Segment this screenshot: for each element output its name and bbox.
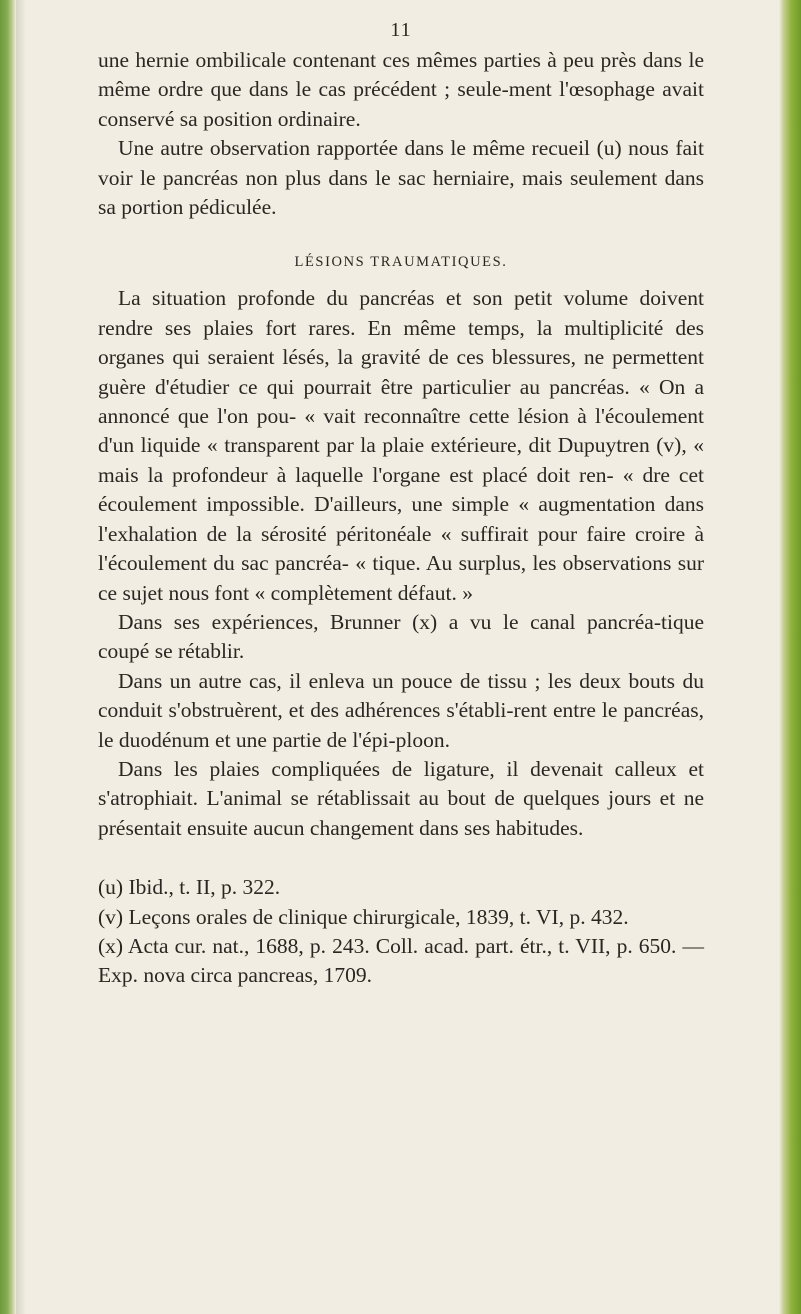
paragraph-situation-profonde: La situation profonde du pancréas et son petit volume doivent rendre ses plaies fort rares. En même temps, la multiplicité des organes qui seraient lésés, la gravité de ces blessures, ne permettent guère d'étudier ce qui pourrait être particulier au pancréas. « On a annoncé que l'on pou- « vait reconnaître cette lésion à l'écoulement d'un liquide « transparent par la plaie extérieure, dit Dupuytren (v), « mais la profondeur à laquelle l'organe est placé doit ren- « dre cet écoulement impossible. D'ailleurs, une simple « augmentation dans l'exhalation de la sérosité péritonéale « suffirait pour faire croire à l'écoulement du sac pancréa- « tique. Au surplus, les observations sur ce sujet nous font « complètement défaut. » xyxy=(98,286,704,605)
paragraph-autre-observation: Une autre observation rapportée dans le même recueil (u) nous fait voir le pancréas non plus dans le sac herniaire, mais seulement dans sa portion pédiculée. xyxy=(98,136,704,220)
section-title: LÉSIONS TRAUMATIQUES. xyxy=(294,254,508,271)
footnote-v: (v) Leçons orales de clinique chirurgicale, 1839, t. VI, p. 432. xyxy=(98,904,629,929)
page-binding-right-edge xyxy=(779,0,801,1314)
footnotes xyxy=(98,873,704,991)
footnote-x: (x) Acta cur. nat., 1688, p. 243. Coll. acad. part. étr., t. VII, p. 650. — Exp. nova circa pancreas, 1709. xyxy=(98,933,704,988)
paragraph-hernie-continuation: une hernie ombilicale contenant ces mêmes parties à peu près dans le même ordre que dans le cas précédent ; seule-ment l'œsophage avait conservé sa position ordinaire. xyxy=(98,48,704,131)
paragraph-brunner-experiences: Dans ses expériences, Brunner (x) a vu le canal pancréa-tique coupé se rétablir. xyxy=(98,609,704,664)
book-page xyxy=(98,18,704,991)
page-binding-left-edge xyxy=(0,0,16,1314)
footnote-u: (u) Ibid., t. II, p. 322. xyxy=(98,875,281,900)
page-gutter-shadow xyxy=(16,0,26,1314)
paragraph-autre-cas: Dans un autre cas, il enleva un pouce de tissu ; les deux bouts du conduit s'obstruèrent, et des adhérences s'établi-rent entre le pancréas, le duodénum et une partie de l'épi-ploon. xyxy=(98,668,704,752)
page-number: 11 xyxy=(390,19,412,41)
paragraph-plaies-ligature: Dans les plaies compliquées de ligature, il devenait calleux et s'atrophiait. L'animal se rétablissait au bout de quelques jours et ne présentait ensuite aucun changement dans ses habitudes. xyxy=(98,756,704,840)
